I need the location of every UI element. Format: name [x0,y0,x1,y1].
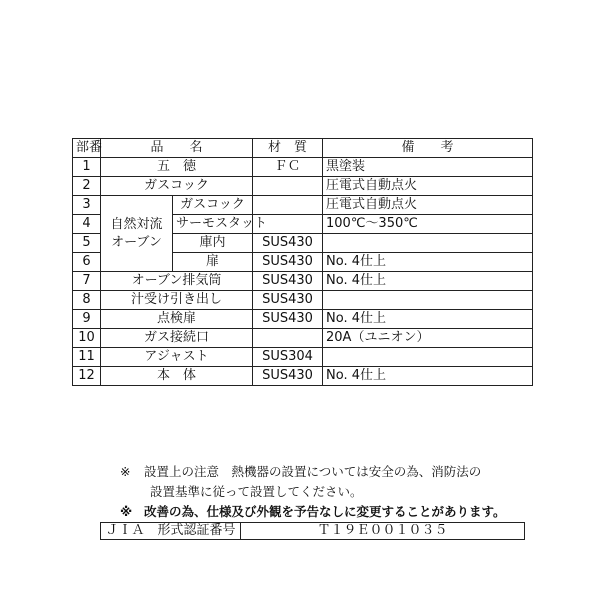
row-remarks: 圧電式自動点火 [323,177,533,196]
header-name: 品 名 [101,139,253,158]
row-name: サーモスタット [173,215,253,234]
row-name: 汁受け引き出し [101,291,253,310]
group-label-cell [101,196,173,272]
group-label-line-1: 自然対流 [110,216,163,232]
row-no: 3 [73,196,101,215]
row-no: 6 [73,253,101,272]
table-row [73,177,533,196]
row-name: 扉 [173,253,253,272]
note-line: 設置基準に従って設置してください。 [150,484,363,499]
row-no: 2 [73,177,101,196]
row-material: SUS430 [253,291,323,310]
row-name: オーブン排気筒 [101,272,253,291]
table-row [73,367,533,386]
row-remarks: No. 4仕上 [323,253,533,272]
row-remarks: No. 4仕上 [323,310,533,329]
parts-table [72,138,533,386]
table-header-row [73,139,533,158]
table-row [73,158,533,177]
notes-section [120,462,550,522]
row-no: 1 [73,158,101,177]
row-name: アジャスト [101,348,253,367]
row-material [253,196,323,215]
row-material: SUS430 [253,234,323,253]
row-no: 9 [73,310,101,329]
row-material: SUS304 [253,348,323,367]
row-no: 8 [73,291,101,310]
row-remarks: 20A（ユニオン） [323,329,533,348]
jia-number: Ｔ１９Ｅ００１０３５ [241,523,525,540]
header-material: 材 質 [253,139,323,158]
row-material: SUS430 [253,310,323,329]
row-material: SUS430 [253,253,323,272]
row-no: 11 [73,348,101,367]
row-remarks [323,291,533,310]
table-row [73,196,533,215]
jia-certification-table [100,522,525,540]
group-label-line-2: オーブン [111,234,162,250]
table-row [73,348,533,367]
row-name: 点検扉 [101,310,253,329]
row-material [253,329,323,348]
row-material: SUS430 [253,272,323,291]
row-name: 庫内 [173,234,253,253]
row-name: ガス接続口 [101,329,253,348]
table-row [73,329,533,348]
row-remarks: 100℃〜350℃ [323,215,533,234]
header-remarks: 備 考 [323,139,533,158]
jia-label: ＪＩＡ 形式認証番号 [101,523,241,540]
header-no: 部番 [73,139,101,158]
row-no: 4 [73,215,101,234]
note-item [120,462,550,482]
jia-row [101,523,525,540]
row-remarks [323,348,533,367]
note-mark: ※ [120,504,133,519]
row-name: 五 徳 [101,158,253,177]
table-row [73,310,533,329]
row-material: SUS430 [253,367,323,386]
row-no: 12 [73,367,101,386]
row-material [253,177,323,196]
table-row [73,291,533,310]
note-mark: ※ [120,464,131,479]
note-line: 設置上の注意 熱機器の設置については安全の為、消防法の [144,464,482,479]
row-name: ガスコック [101,177,253,196]
row-remarks: 黒塗装 [323,158,533,177]
row-remarks: 圧電式自動点火 [323,196,533,215]
row-remarks [323,234,533,253]
note-line: 改善の為、仕様及び外観を予告なしに変更することがあります。 [144,504,506,519]
row-name: ガスコック [173,196,253,215]
row-no: 5 [73,234,101,253]
row-material: ＦＣ [253,158,323,177]
row-no: 7 [73,272,101,291]
row-remarks: No. 4仕上 [323,367,533,386]
table-row [73,272,533,291]
row-remarks: No. 4仕上 [323,272,533,291]
note-item [120,502,550,522]
row-no: 10 [73,329,101,348]
row-name: 本 体 [101,367,253,386]
